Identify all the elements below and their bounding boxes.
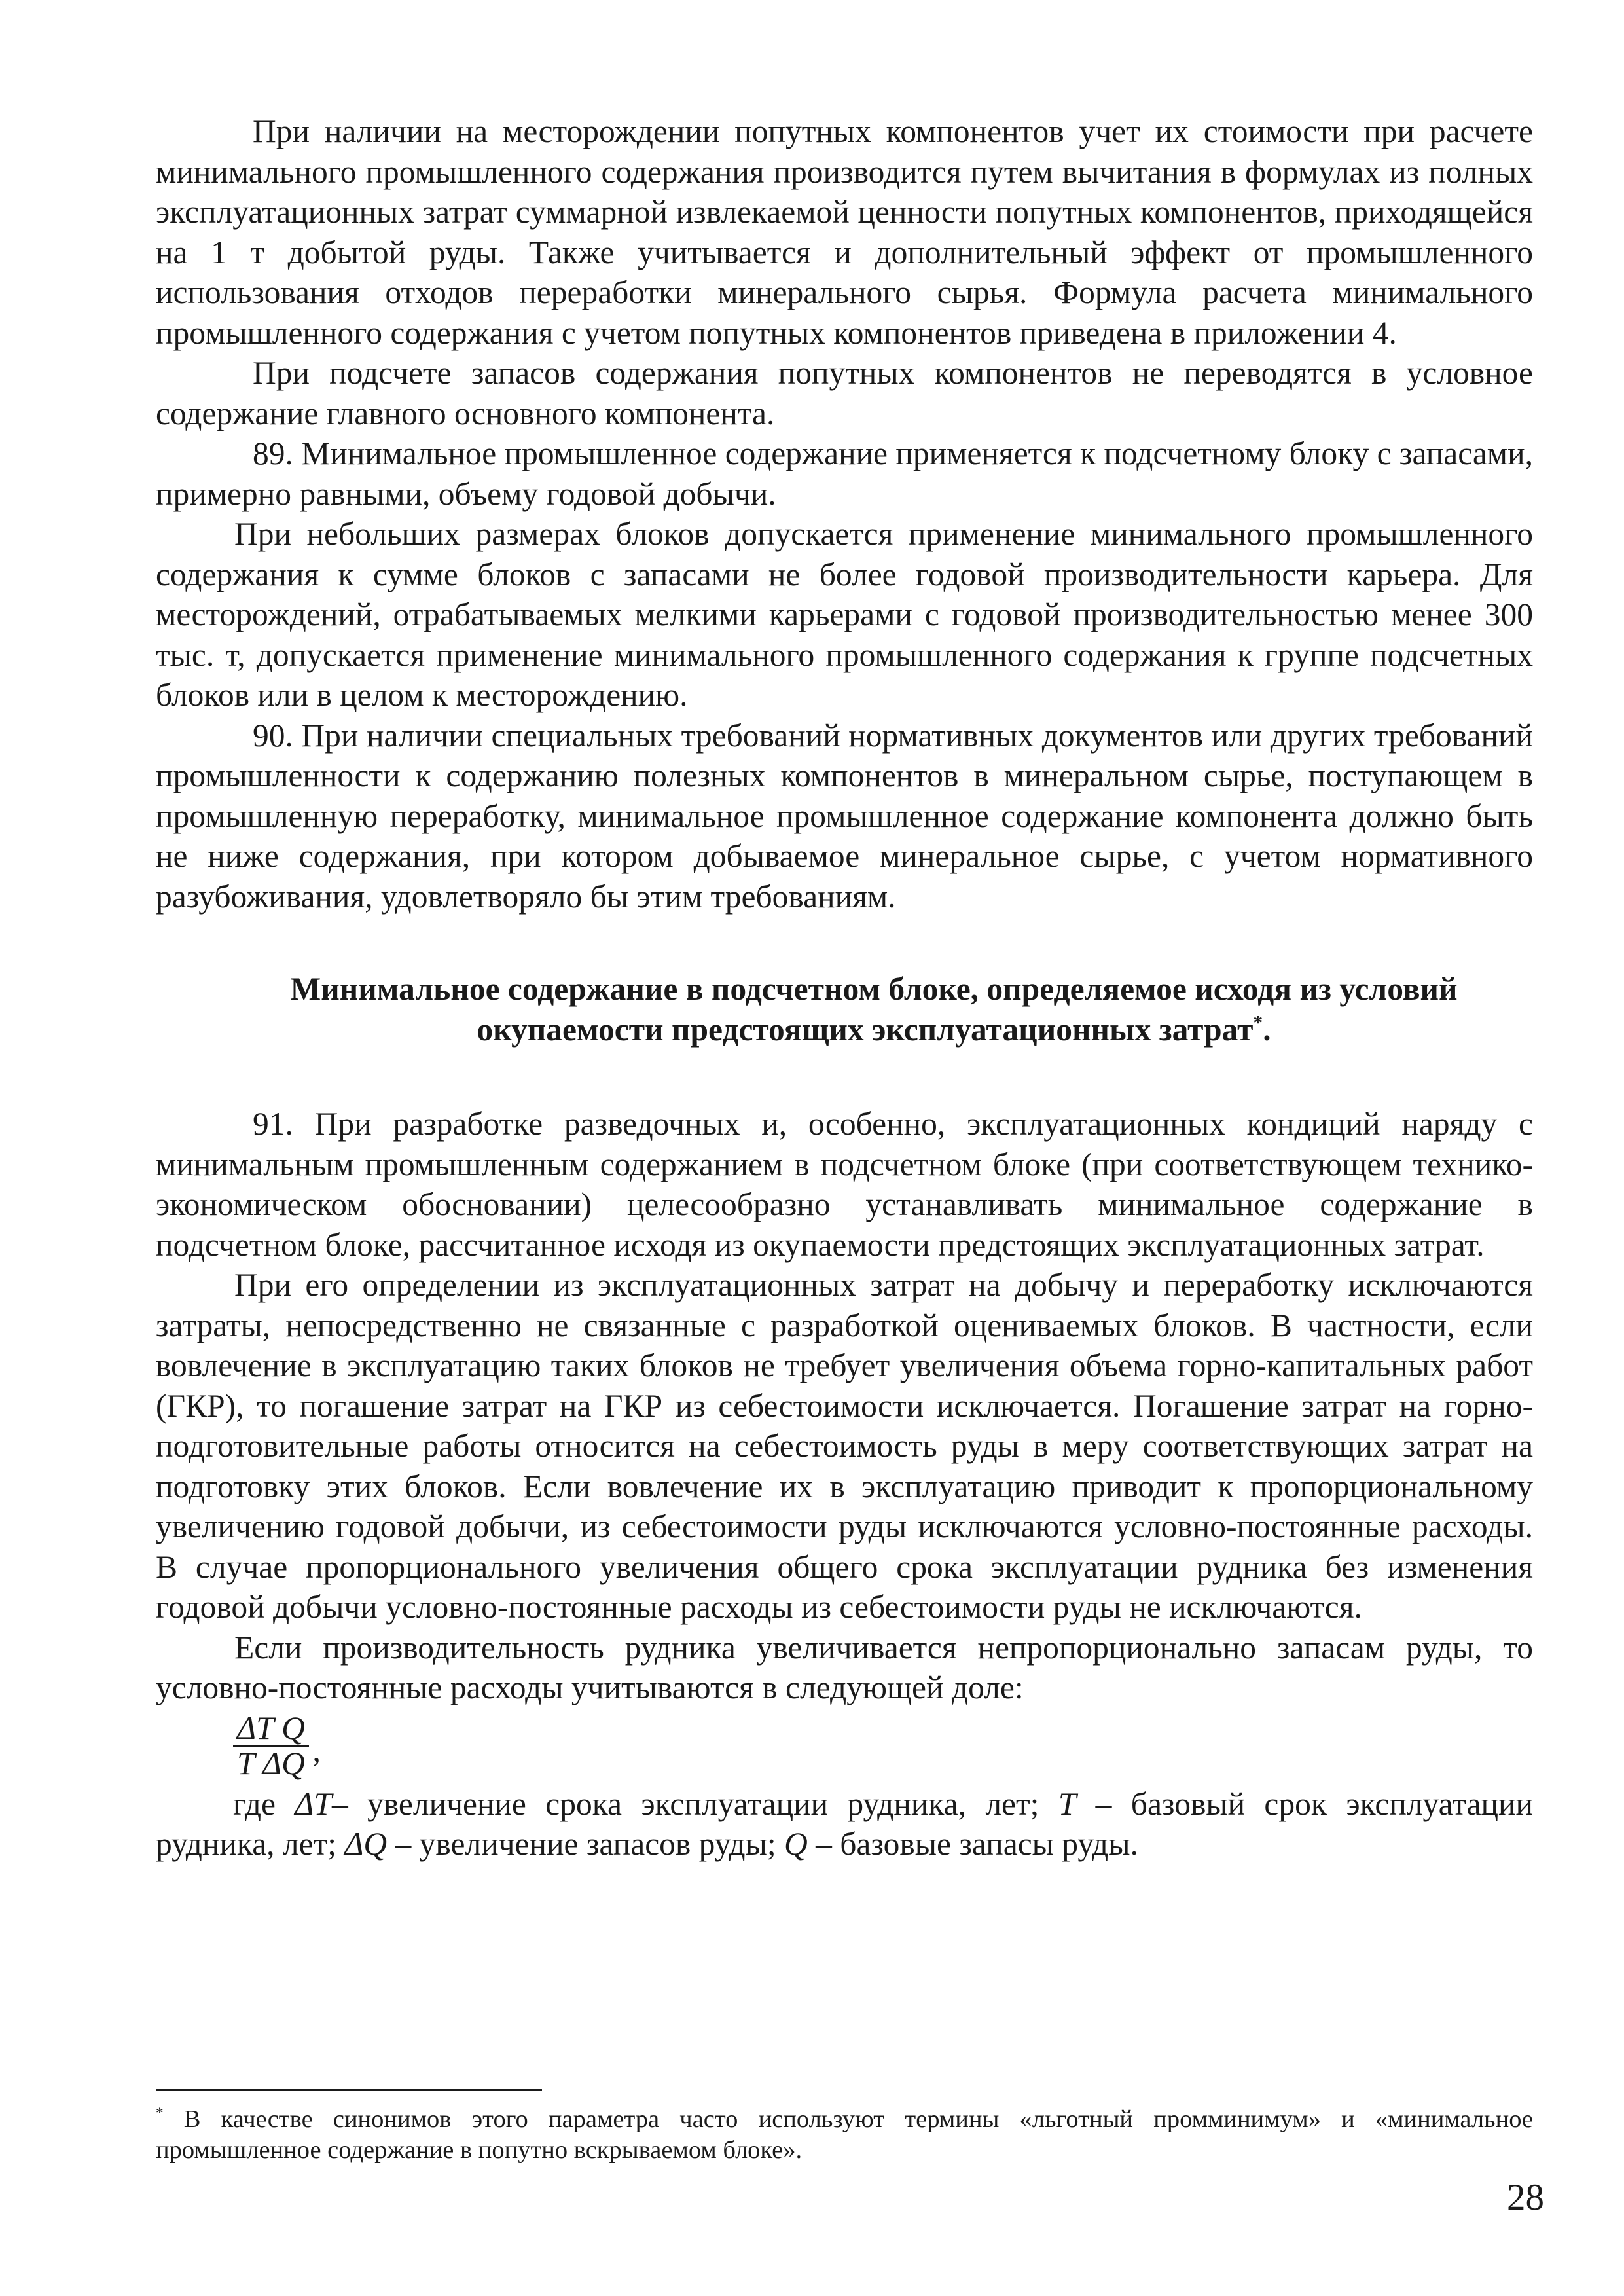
formula-legend bbox=[156, 1784, 1533, 1865]
section-heading-text: Минимальное содержание в подсчетном блоке, определяемое исходя из условий окупаемости предстоящих эксплуатационных затрат bbox=[290, 971, 1458, 1048]
footnote-reference-mark: * bbox=[1253, 1012, 1263, 1033]
paragraph-item-91: 91. При разработке разведочных и, особенно, эксплуатационных кондиций наряду с минимальным промышленным содержанием в подсчетном блоке (при соответствующем технико-экономическом обосновании) целесообразно устанавливать минимальное содержание в подсчетном блоке, рассчитанное исходя из окупаемости предстоящих эксплуатационных затрат. bbox=[156, 1106, 1533, 1263]
paragraph-reserves-calculation: При подсчете запасов содержания попутных компонентов не переводятся в условное содержание главного основного компонента. bbox=[156, 355, 1533, 431]
page-number: 28 bbox=[1507, 2177, 1544, 2218]
legend-desc-q: – базовые запасы руды. bbox=[807, 1826, 1138, 1862]
legend-desc-t: – базовый срок эксплуатации рудника, лет; bbox=[156, 1785, 1534, 1862]
footnote bbox=[156, 2104, 1533, 2166]
section-heading bbox=[156, 969, 1533, 1049]
legend-desc-delta-t: – увеличение срока эксплуатации рудника, лет; bbox=[331, 1785, 1058, 1822]
document-page bbox=[156, 111, 1533, 1865]
footnote-text: В качестве синонимов этого параметра часто используют термины «льготный промминимум» и «минимальное промышленное содержание в попутно вскрываемом блоке». bbox=[156, 2105, 1533, 2164]
legend-var-t: T bbox=[1058, 1785, 1077, 1822]
legend-desc-delta-q: – увеличение запасов руды; bbox=[387, 1826, 784, 1862]
formula-fraction bbox=[233, 1709, 321, 1781]
share-formula bbox=[233, 1708, 1533, 1784]
paragraph-small-blocks: При небольших размерах блоков допускается применение минимального промышленного содержания к сумме блоков с запасами не более годовой производительности карьера. Для месторождений, отрабатываемых мелкими карьерами с годовой производительностью менее 300 тыс. т, допускается применение минимального промышленного содержания к группе подсчетных блоков или в целом к месторождению. bbox=[156, 516, 1533, 713]
paragraph-item-89: 89. Минимальное промышленное содержание применяется к подсчетному блоку с запасами, примерно равными, объему годовой добычи. bbox=[156, 435, 1533, 512]
section-heading-end: . bbox=[1263, 1011, 1271, 1048]
legend-var-delta-q: ΔQ bbox=[344, 1826, 388, 1862]
paragraph-item-90: 90. При наличии специальных требований нормативных документов или других требований промышленности к содержанию полезных компонентов в минеральном сырье, поступающем в промышленную переработку, минимальное промышленное содержание компонента должно быть не ниже содержания, при котором добываемое минеральное сырье, с учетом нормативного разубоживания, удовлетворяло бы этим требованиям. bbox=[156, 717, 1533, 915]
formula-comma: , bbox=[312, 1732, 321, 1768]
formula-denominator: T ΔQ bbox=[237, 1745, 305, 1781]
paragraph-productivity: Если производительность рудника увеличивается непропорционально запасам руды, то условно-постоянные расходы учитываются в следующей доле: bbox=[156, 1629, 1533, 1705]
footnote-separator bbox=[156, 2089, 542, 2091]
legend-prefix: где bbox=[233, 1785, 295, 1822]
legend-var-delta-t: ΔT bbox=[295, 1785, 332, 1822]
formula-numerator: ΔT Q bbox=[233, 1712, 309, 1747]
legend-var-q: Q bbox=[784, 1826, 808, 1862]
paragraph-exclusions: При его определении из эксплуатационных затрат на добычу и переработку исключаются затраты, непосредственно не связанные с разработкой оцениваемых блоков. В частности, если вовлечение в эксплуатацию таких блоков не требует увеличения объема горно-капитальных работ (ГКР), то погашение затрат на ГКР из себестоимости исключается. Погашение затрат на горно-подготовительные работы относится на себестоимость руды в меру соответствующих затрат на подготовку этих блоков. Если вовлечение их в эксплуатацию приводит к пропорциональному увеличению годовой добычи, из себестоимости руды исключаются условно-постоянные расходы. В случае пропорционального увеличения общего срока эксплуатации рудника без изменения годовой добычи условно-постоянные расходы из себестоимости руды не исключаются. bbox=[156, 1267, 1533, 1625]
paragraph-associated-components: При наличии на месторождении попутных компонентов учет их стоимости при расчете минимального промышленного содержания производится путем вычитания в формулах из полных эксплуатационных затрат суммарной извлекаемой ценности попутных компонентов, приходящейся на 1 т добытой руды. Также учитывается и дополнительный эффект от промышленного использования отходов переработки минерального сырья. Формула расчета минимального промышленного содержания с учетом попутных компонентов приведена в приложении 4. bbox=[156, 113, 1533, 351]
footnote-mark: * bbox=[156, 2104, 164, 2122]
